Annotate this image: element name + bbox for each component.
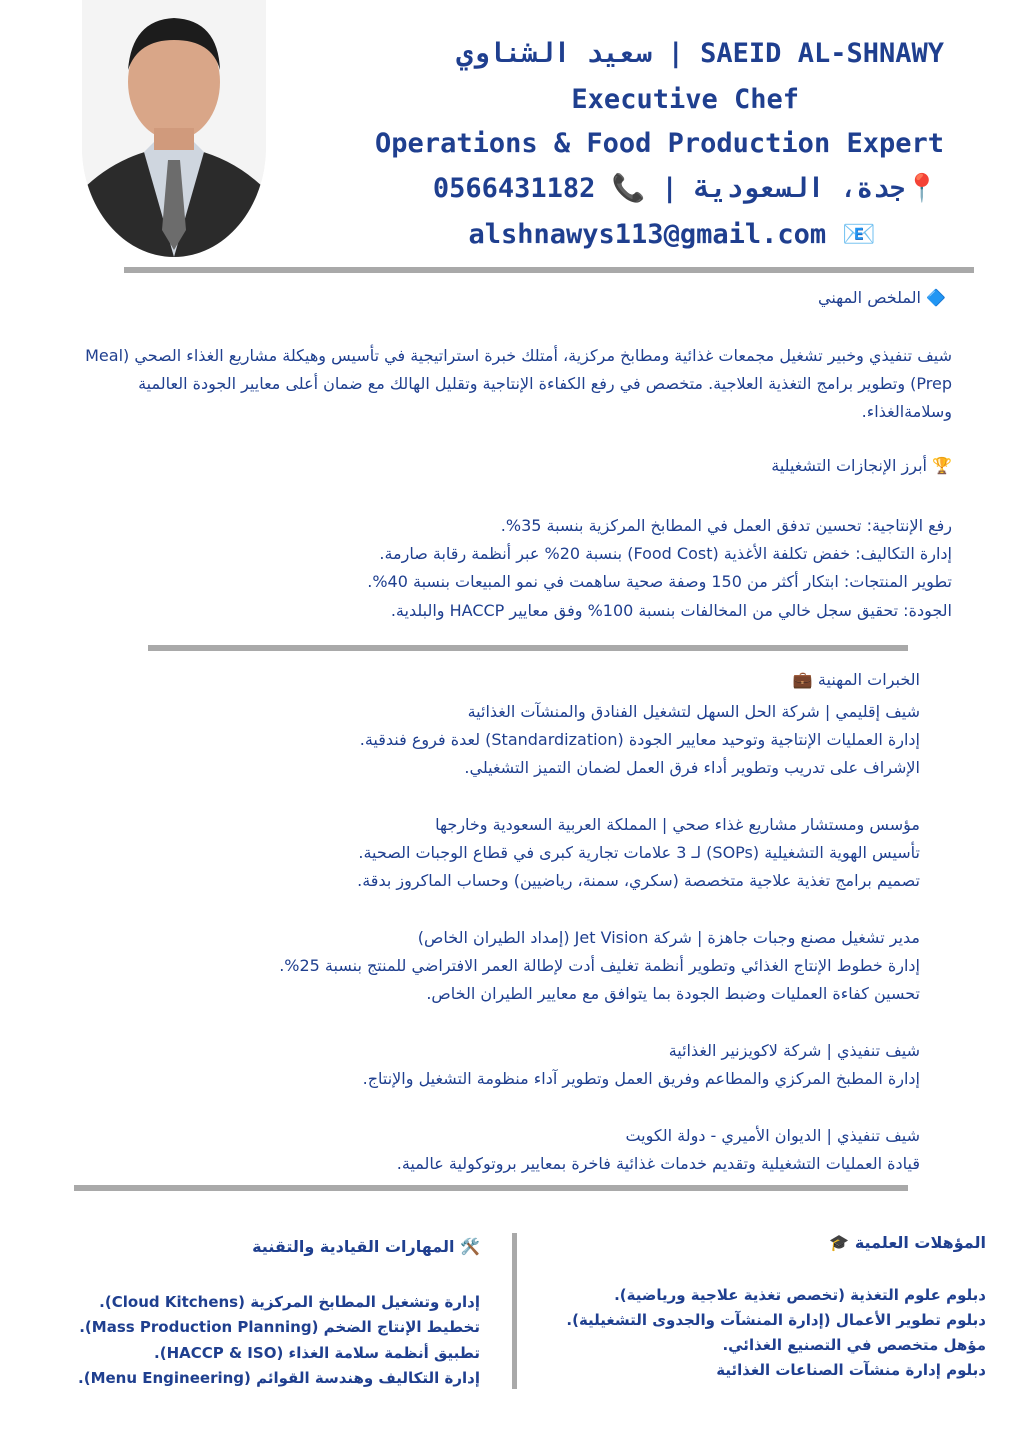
contact-line: 📍جدة، السعودية | 📞 0566431182 xyxy=(432,173,939,204)
email-line[interactable]: alshnawys113@gmail.com 📧 xyxy=(468,219,876,250)
summary-heading: 🔷 الملخص المهني xyxy=(818,288,946,307)
job-line: تأسيس الهوية التشغيلية (SOPs) لـ 3 علامات تجارية كبرى في قطاع الوجبات الصحية. xyxy=(358,843,920,862)
job-line: الإشراف على تدريب وتطوير أداء فرق العمل لضمان التميز التشغيلي. xyxy=(464,758,920,777)
job-title: شيف تنفيذي | شركة لاكويزنير الغذائية xyxy=(668,1041,920,1060)
skill-item: تخطيط الإنتاج الضخم (Mass Production Planning). xyxy=(79,1318,480,1336)
achievement-item: إدارة التكاليف: خفض تكلفة الأغذية (Food Cost) بنسبة 20% عبر أنظمة رقابة صارمة. xyxy=(379,544,952,563)
job-title: شيف تنفيذي | الديوان الأميري - دولة الكويت xyxy=(625,1126,920,1145)
skill-item: إدارة التكاليف وهندسة القوائم (Menu Engineering). xyxy=(78,1369,480,1387)
divider-top xyxy=(124,267,974,273)
qualification-item: دبلوم إدارة منشآت الصناعات الغذائية xyxy=(716,1361,986,1379)
job-title: شيف إقليمي | شركة الحل السهل لتشغيل الفنادق والمنشآت الغذائية xyxy=(467,702,920,721)
job-title: مدير تشغيل مصنع وجبات جاهزة | شركة Jet Vision (إمداد الطيران الخاص) xyxy=(417,928,920,947)
job-line: إدارة المطبخ المركزي والمطاعم وفريق العمل وتطوير آداء منظومة التشغيل والإنتاج. xyxy=(362,1069,920,1088)
achievement-item: تطوير المنتجات: ابتكار أكثر من 150 وصفة صحية ساهمت في نمو المبيعات بنسبة 40%. xyxy=(367,572,952,591)
job-line: قيادة العمليات التشغيلية وتقديم خدمات غذائية فاخرة بمعايير بروتوكولية عالمية. xyxy=(396,1154,920,1173)
skills-heading: 🛠️ المهارات القيادية والتقنية xyxy=(252,1237,480,1256)
divider-mid xyxy=(148,645,908,651)
job-line: تحسين كفاءة العمليات وضبط الجودة بما يتوافق مع معايير الطيران الخاص. xyxy=(426,984,920,1003)
profile-photo xyxy=(82,0,266,257)
job-line: إدارة العمليات الإنتاجية وتوحيد معايير الجودة (Standardization) لعدة فروع فندقية. xyxy=(359,730,920,749)
qualification-item: دبلوم تطوير الأعمال (إدارة المنشآت والجدوى التشغيلية). xyxy=(566,1311,986,1329)
divider-bottom xyxy=(74,1185,908,1191)
qualification-item: دبلوم علوم التغذية (تخصص تغذية علاجية ورياضية). xyxy=(614,1286,986,1304)
achievement-item: رفع الإنتاجية: تحسين تدفق العمل في المطابخ المركزية بنسبة 35%. xyxy=(500,516,952,535)
summary-text: شيف تنفيذي وخبير تشغيل مجمعات غذائية ومطابخ مركزية، أمتلك خبرة استراتيجية في تأسيس وهيكلة مشاريع الغذاء الصحي (Meal Prep) وتطوير برامج التغذية العلاجية. متخصص في رفع الكفاءة الإنتاجية وتقليل الهالك مع ضمان أعلى معايير الجودة العالمية وسلامةالغذاء. xyxy=(85,346,952,421)
qualifications-heading: المؤهلات العلمية 🎓 xyxy=(829,1233,986,1252)
qualification-item: مؤهل متخصص في التصنيع الغذائي. xyxy=(722,1336,986,1354)
job-title: مؤسس ومستشار مشاريع غذاء صحي | المملكة العربية السعودية وخارجها xyxy=(435,815,920,834)
skill-item: تطبيق أنظمة سلامة الغذاء (HACCP & ISO). xyxy=(154,1344,480,1362)
job-line: تصميم برامج تغذية علاجية متخصصة (سكري، سمنة، رياضيين) وحساب الماكروز بدقة. xyxy=(357,871,920,890)
job-line: إدارة خطوط الإنتاج الغذائي وتطوير أنظمة تغليف أدت لإطالة العمر الافتراضي للمنتج بنسبة 25%. xyxy=(279,956,920,975)
job-title: Executive Chef xyxy=(571,84,799,115)
skill-item: إدارة وتشغيل المطابخ المركزية (Cloud Kitchens). xyxy=(99,1293,480,1311)
experience-heading: الخبرات المهنية 💼 xyxy=(792,670,920,689)
column-divider xyxy=(512,1233,517,1389)
achievement-item: الجودة: تحقيق سجل خالي من المخالفات بنسبة 100% وفق معايير HACCP والبلدية. xyxy=(390,601,952,620)
name-line: سعيد الشناوي | SAEID AL-SHNAWY xyxy=(456,38,944,69)
achievements-heading: 🏆 أبرز الإنجازات التشغيلية xyxy=(771,456,952,475)
job-subtitle: Operations & Food Production Expert xyxy=(375,128,944,159)
